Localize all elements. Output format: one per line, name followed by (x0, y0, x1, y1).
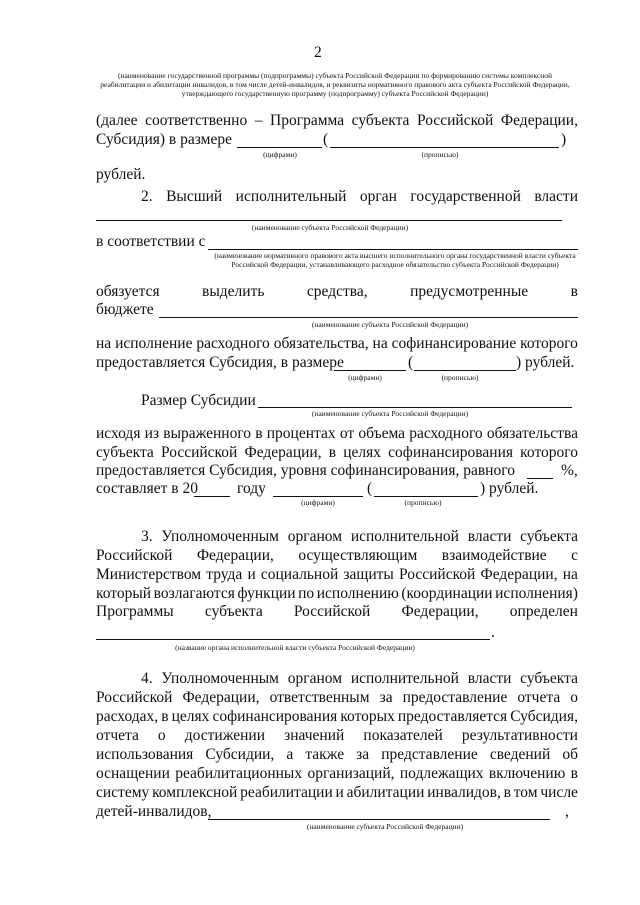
p5-line1-text-word: 4. (141, 670, 153, 687)
p2-w2: обязуется (96, 283, 160, 300)
cap-subject2: (наименование субъекта Российской Федерации) (311, 320, 469, 329)
p2-w: 2. (141, 188, 153, 205)
cap-act: (наименование нормативного правового акта высшего исполнительного органа государственной власти субъекта Российской Федерации, устанавливающего расходное обязательство субъекта Российской Федерации) (214, 251, 576, 269)
p2-line5-text-word: на (372, 335, 388, 352)
header-caption: (наименование государственной программы (подпрограммы) субъекта Российской Федерации по формированию системы комплексной реабилитации и абилитации инвалидов, в том числе детей-инвалидов, и реквизиты нормативного правового акта субъекта Российской Федерации, утверждающего государственную программу (подпрограмму) субъекта Российской Федерации) (100, 71, 570, 98)
p2-line5 (96, 335, 578, 353)
p1-line1-text-word: субъекта (351, 112, 410, 129)
year-field (194, 496, 230, 497)
p2-open-paren: ( (408, 354, 414, 371)
p4-line4-text-word: по (298, 585, 315, 602)
p5-line4 (96, 727, 578, 745)
p5-line1-text-word: органом (287, 670, 343, 687)
p5-line5-text-word: а (286, 746, 294, 763)
p5-subject-field (208, 819, 550, 820)
p4-line1-text-word: Уполномоченным (161, 528, 279, 545)
p5-line5 (96, 746, 578, 764)
p5-line7-text-word: реабилитации (240, 784, 333, 801)
p2-line5-text-word: исполнение (115, 335, 193, 352)
p4-w: осуществляющим (298, 547, 418, 564)
p1-line1-text-word: Российской (416, 112, 494, 129)
subject-field (96, 220, 562, 221)
p5-cap-subject: (наименование субъекта Российской Федерации) (306, 822, 464, 831)
p2-cap-words: (прописью) (441, 373, 479, 382)
p3-words-field (374, 496, 478, 497)
p3-cap-words: (прописью) (404, 498, 442, 507)
p5-line2-text-word: за (379, 689, 393, 706)
p3-line2-text-word: в (328, 444, 337, 461)
body-field (96, 639, 490, 640)
p5-comma: , (565, 803, 569, 820)
p1-line1-text-word: Федерации, (500, 112, 578, 129)
p5-line8-start: детей-инвалидов, (96, 803, 212, 820)
p3-line1-text-word: от (339, 425, 355, 442)
p4-w5: определен (509, 603, 578, 620)
p5-line3-text-word: предоставляется (397, 708, 508, 725)
p5-w: о (157, 727, 166, 744)
p5-line1-text-word: власти (467, 670, 512, 687)
p5-line5-text-word: за (356, 746, 370, 763)
budget-field (159, 317, 578, 318)
p3-line1-text-word: обязательства (486, 425, 578, 442)
p4-line3-text-word: Министерством (96, 566, 202, 583)
p4-line3-text-word: труда (206, 566, 243, 583)
p3-line2-text-word: Российской (160, 444, 238, 461)
p4-w: взаимодействие (441, 547, 547, 564)
p3-line2-text-word: Федерации, (244, 444, 322, 461)
p1-line1-text-word: соответственно (145, 112, 248, 129)
p4-line3-text-word: Федерации, (480, 566, 558, 583)
p5-line7 (96, 784, 578, 802)
budget-word: бюджете (96, 301, 154, 318)
p4-w: Федерации, (196, 547, 274, 564)
p5-line2-text-word: о (570, 689, 578, 706)
p5-line6-text-word: подлежащих (399, 765, 484, 782)
p4-line1-text-word: субъекта (520, 528, 578, 545)
amount-words-field (330, 147, 559, 148)
p2-line5-text-word: которого (520, 335, 578, 352)
p3-line2-text-word: субъекта (96, 444, 154, 461)
percent-field (527, 478, 553, 479)
p5-line6-text-word: включению (488, 765, 566, 782)
p4-line1 (141, 528, 578, 546)
p2-line1 (141, 188, 578, 206)
p5-line3-text-word: расходах, (96, 708, 159, 725)
p4-line4-text-word: функции (237, 585, 296, 602)
p5-line6-text-word: организаций, (307, 765, 395, 782)
cap-subject: (наименование субъекта Российской Федерации) (251, 223, 409, 232)
p4-line3-text-word: Российской (398, 566, 476, 583)
p3-line2-text-word: софинансирования (388, 444, 513, 461)
p5-line1-text-word: исполнительной (350, 670, 459, 687)
p1-line1-text-word: Программа (270, 112, 345, 129)
p4-line1-text-word: органом (287, 528, 343, 545)
p3-line4-end: ) рублей. (480, 480, 539, 497)
p4-line3 (96, 566, 578, 584)
p5-line7-text-word: том (513, 784, 538, 801)
p3-line1-text-word: из (144, 425, 160, 442)
p5-line7-text-word: и (335, 784, 344, 801)
p4-line1-text-word: исполнительной (350, 528, 459, 545)
p2-w: Высший (166, 188, 223, 205)
p5-line6-text-word: реабилитационных (175, 765, 303, 782)
p3-line1-text-word: выраженного (163, 425, 252, 442)
p5-line7-text-word: абилитации (346, 784, 425, 801)
p5-line1-text-word: субъекта (520, 670, 578, 687)
p5-w: результативности (461, 727, 578, 744)
p3-subject-field (258, 407, 572, 408)
p2-w: орган (359, 188, 397, 205)
p5-line5-text-word: также (305, 746, 345, 763)
percent-sign: %, (561, 462, 578, 479)
p4-line4-text-word: который (96, 585, 152, 602)
p5-line5-text-word: Субсидии, (205, 746, 275, 763)
p4-line3-text-word: защиты (343, 566, 394, 583)
p4-line4 (96, 585, 578, 603)
p2-line3 (96, 283, 578, 301)
p5-line5-text-word: представление (381, 746, 478, 763)
p2-digits-field (334, 370, 406, 371)
p2-w2: предусмотренные (410, 283, 529, 300)
cap-words: (прописью) (421, 150, 459, 159)
p4-line2 (96, 547, 578, 565)
p5-line3-text-word: софинансирования (212, 708, 338, 725)
p5-w: показателей (363, 727, 443, 744)
p5-line2 (96, 689, 578, 707)
p4-line4-text-word: исполнению (316, 585, 399, 602)
p2-line6-end: ) рублей. (516, 354, 575, 371)
year-word: году (237, 480, 266, 497)
p4-line4-text-word: исполнения) (495, 585, 578, 602)
p3-cap-digits: (цифрами) (301, 498, 335, 507)
p2-line5-text-word: расходного (196, 335, 270, 352)
p4-line1-text-word: 3. (141, 528, 153, 545)
p3-line1-text-word: объема (358, 425, 406, 442)
p2-line5-text-word: на (96, 335, 112, 352)
p5-line1-text-word: Уполномоченным (161, 670, 279, 687)
p2-w2: выделить (202, 283, 265, 300)
p3-cap-subject: (наименование субъекта Российской Федерации) (311, 409, 469, 418)
p5-line2-text-word: предоставление (402, 689, 508, 706)
p4-line4-text-word: возлагаются (153, 585, 235, 602)
p5-w: отчета (96, 727, 139, 744)
p5-line7-text-word: комплексной (152, 784, 238, 801)
close-paren: ) (561, 131, 567, 148)
p5-line3 (96, 708, 578, 726)
p4-w5: Программы (96, 603, 174, 620)
p4-w: с (571, 547, 578, 564)
p1-line1 (96, 112, 578, 130)
p4-w5: субъекта (204, 603, 263, 620)
p2-w: исполнительный (235, 188, 347, 205)
p2-w: власти (534, 188, 578, 205)
p2-cap-digits: (цифрами) (348, 373, 382, 382)
p4-line4-text-word: (координации (401, 585, 493, 602)
p5-line2-text-word: отчета (517, 689, 561, 706)
p5-line6-text-word: оснащении (96, 765, 170, 782)
p2-w: государственной (410, 188, 521, 205)
p5-line7-text-word: систему (96, 784, 150, 801)
p4-w5: Российской (293, 603, 371, 620)
p3-line1-text-word: в (255, 425, 263, 442)
p2-w2: средства, (306, 283, 368, 300)
act-field (208, 249, 578, 250)
p5-line1 (141, 670, 578, 688)
p4-line3-text-word: социальной (260, 566, 339, 583)
p3-line2-text-word: которого (520, 444, 578, 461)
p5-line3-text-word: в (161, 708, 169, 725)
amount-digits-field (237, 147, 322, 148)
p5-line3-text-word: которых (340, 708, 395, 725)
p4-w: Российской (96, 547, 173, 564)
p5-line5-text-word: об (562, 746, 578, 763)
p5-line5-text-word: сведений (489, 746, 551, 763)
p5-line2-text-word: Федерации, (182, 689, 260, 706)
p3-line1-text-word: исходя (96, 425, 141, 442)
p5-line6 (96, 765, 578, 783)
p4-cap-body: (название органа исполнительной власти субъекта Российской Федерации) (175, 643, 415, 652)
p4-line3-text-word: и (247, 566, 256, 583)
p3-line4-start: составляет в 20 (96, 480, 198, 497)
p1-line1-text-word: (далее (96, 112, 138, 129)
p5-line6-text-word: в (570, 765, 578, 782)
p4-line5 (96, 603, 578, 621)
p5-line3-text-word: целях (171, 708, 210, 725)
p2-words-field (414, 370, 516, 371)
p3-digits-field (273, 496, 363, 497)
p5-line2-text-word: Российской (96, 689, 173, 706)
p5-w: достижении (184, 727, 265, 744)
p3-line2 (96, 444, 578, 462)
p4-line1-text-word: власти (467, 528, 512, 545)
p3-open-paren: ( (367, 480, 373, 497)
p5-line2-text-word: ответственным (269, 689, 370, 706)
p2-line5-text-word: софинансирование (391, 335, 517, 352)
p1-line1-text-word: – (254, 112, 263, 129)
open-paren: ( (323, 131, 329, 148)
p2-line5-text-word: обязательства, (273, 335, 369, 352)
size-label: Размер Субсидии (141, 392, 256, 409)
p3-line1-text-word: процентах (266, 425, 336, 442)
p1-line2-start: Субсидия) в размере (96, 131, 232, 148)
p5-line3-text-word: Субсидия, (510, 708, 578, 725)
p2-w2: в (570, 283, 578, 300)
p1-line3: рублей. (96, 166, 146, 183)
p3-line2-text-word: целях (343, 444, 382, 461)
p3-line1 (96, 425, 578, 443)
page-number: 2 (314, 44, 322, 61)
p4-w5: Федерации, (401, 603, 479, 620)
in-accordance: в соответствии с (96, 233, 206, 250)
p4-dot: . (491, 624, 495, 641)
p4-line3-text-word: на (562, 566, 578, 583)
p3-line1-text-word: расходного (409, 425, 483, 442)
p5-line7-text-word: в (503, 784, 511, 801)
p2-line6-start: предоставляется Субсидия, в размере (96, 354, 344, 371)
p5-line7-text-word: числе (540, 784, 578, 801)
cap-digits: (цифрами) (263, 150, 297, 159)
p3-line3-start: предоставляется Субсидия, уровня софинансирования, равного (96, 462, 515, 479)
p5-w: значений (284, 727, 345, 744)
p5-line5-text-word: использования (96, 746, 194, 763)
p5-line7-text-word: инвалидов, (427, 784, 501, 801)
